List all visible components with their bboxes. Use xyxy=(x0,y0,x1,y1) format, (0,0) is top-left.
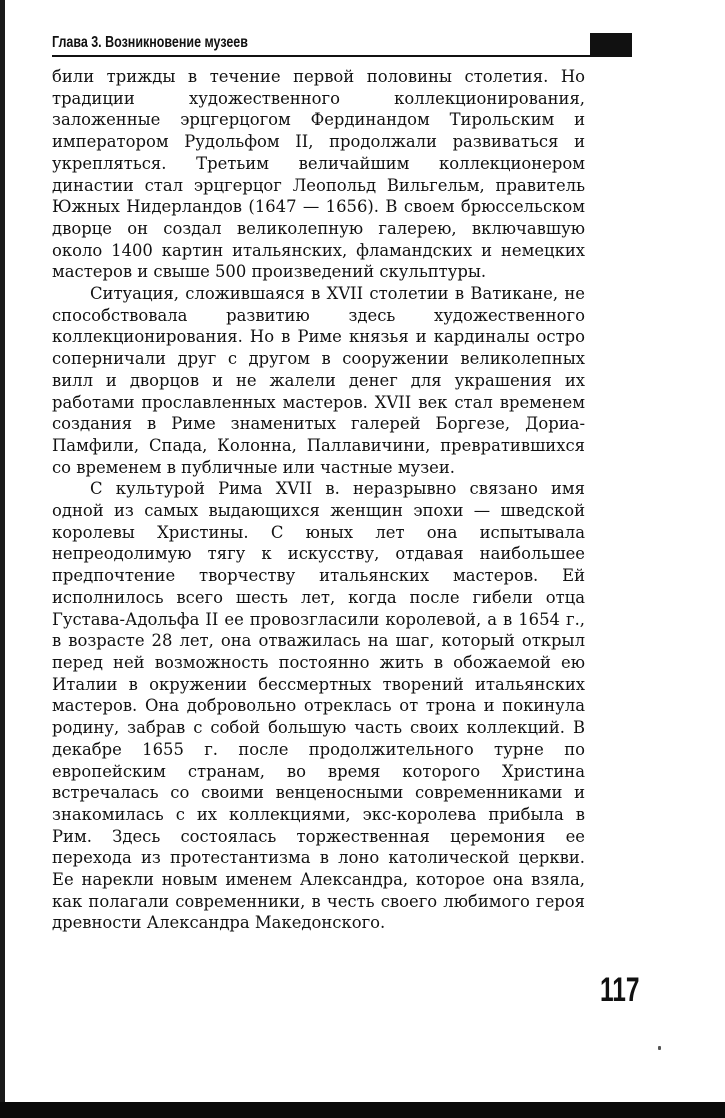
running-header xyxy=(52,33,632,57)
header-bar-decoration xyxy=(590,33,632,55)
paragraph: Ситуация, сложившаяся в XVII столетии в Ватикане, не способствовала развитию здесь художественного коллекционирования. Но в Риме князья и кардиналы остро соперничали друг с другом в сооружении великолепных вилл и дворцов и не жалели денег для украшения их работами прославленных мастеров. XVII век стал временем создания в Риме знаменитых галерей Боргезе, Дориа-Памфили, Спада, Колонна, Паллавичини, превратившихся со временем в публичные или частные музеи. xyxy=(52,284,585,477)
page-number: 117 xyxy=(600,971,640,1009)
scan-speck xyxy=(658,1046,661,1050)
body-text xyxy=(52,66,585,934)
page-edge-shadow xyxy=(0,0,5,1118)
scan-bottom-border xyxy=(0,1102,725,1118)
paragraph: С культурой Рима XVII в. неразрывно связано имя одной из самых выдающихся женщин эпохи — шведской королевы Христины. С юных лет она испытывала непреодолимую тягу к искусству, отдавая наибольшее предпочтение творчеству итальянских мастеров. Ей исполнилось всего шесть лет, когда после гибели отца Густава-Адольфа II ее провозгласили королевой, а в 1654 г., в возрасте 28 лет, она отважилась на шаг, который открыл перед ней возможность постоянно жить в обожаемой ею Италии в окружении бессмертных творений итальянских мастеров. Она добровольно отреклась от трона и покинула родину, забрав с собой большую часть своих коллекций. В декабре 1655 г. после продолжительного турне по европейским странам, во время которого Христина встречалась со своими венценосными современниками и знакомилась с их коллекциями, экс-королева прибыла в Рим. Здесь состоялась торжественная церемония ее перехода из протестантизма в лоно католической церкви. Ее нарекли новым именем Александра, которое она взяла, как полагали современники, в честь своего любимого героя древности Александра Македонского. xyxy=(52,479,585,933)
chapter-title: Глава 3. Возникновение музеев xyxy=(52,34,248,51)
paragraph: били трижды в течение первой половины столетия. Но традиции художественного коллекционирования, заложенные эрцгерцогом Фердинандом Тирольским и императором Рудольфом II, продолжали развиваться и укрепляться. Третьим величайшим коллекционером династии стал эрцгерцог Леопольд Вильгельм, правитель Южных Нидерландов (1647 — 1656). В своем брюссельском дворце он создал великолепную галерею, включавшую около 1400 картин итальянских, фламандских и немецких мастеров и свыше 500 произведений скульптуры. xyxy=(52,67,585,282)
